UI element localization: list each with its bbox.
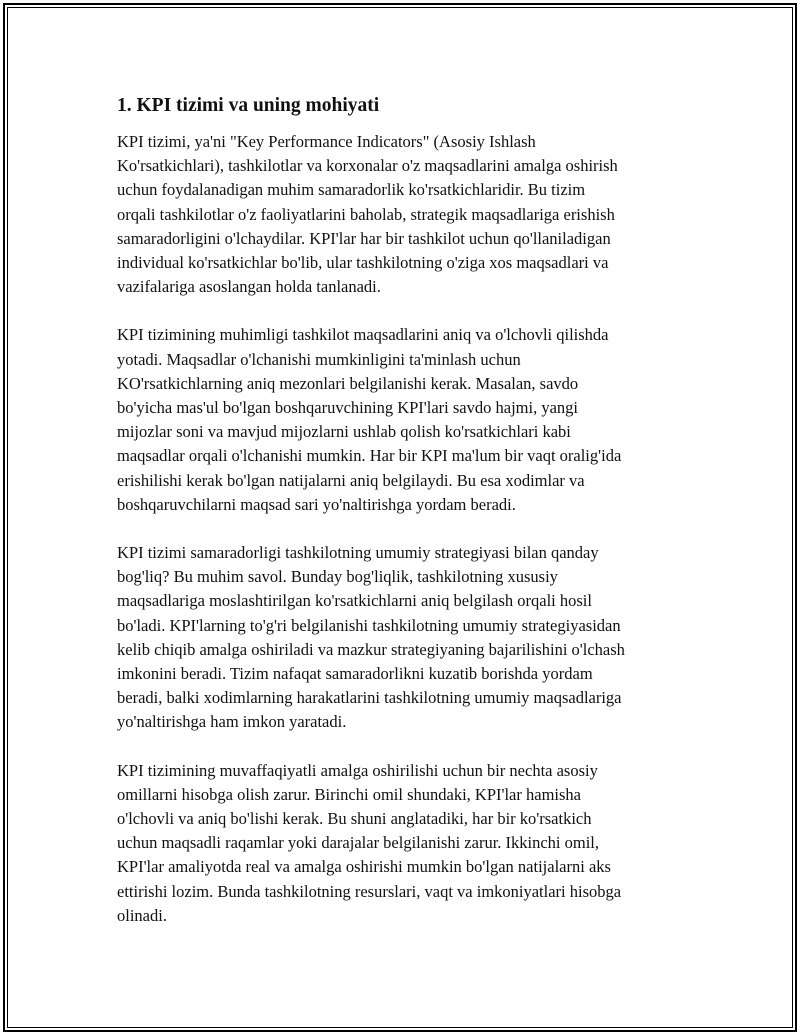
paragraph-container [117, 130, 687, 928]
paragraph-line: bo'yicha mas'ul bo'lgan boshqaruvchining KPI'lari savdo hajmi, yangi [117, 398, 578, 418]
paragraph-line: imkonini beradi. Tizim nafaqat samaradorlikni kuzatib borishda yordam [117, 664, 593, 684]
paragraph-line: kelib chiqib amalga oshiriladi va mazkur strategiyaning bajarilishini o'lchash [117, 639, 625, 659]
paragraph-line: bog'liq? Bu muhim savol. Bunday bog'liqlik, tashkilotning xususiy [117, 567, 558, 587]
paragraph-line: vazifalariga asoslangan holda tanlanadi. [117, 277, 381, 297]
paragraph-line: o'lchovli va aniq bo'lishi kerak. Bu shuni anglatadiki, har bir ko'rsatkich [117, 809, 592, 829]
paragraph-line: samaradorligini o'lchaydilar. KPI'lar har bir tashkilot uchun qo'llaniladigan [117, 228, 611, 248]
paragraph-line: KPI'lar amaliyotda real va amalga oshirishi mumkin bo'lgan natijalarni aks [117, 857, 611, 877]
paragraph-line: maqsadlariga moslashtirilgan ko'rsatkichlarni aniq belgilash orqali hosil [117, 591, 592, 611]
paragraph [117, 130, 687, 299]
paragraph-line: yo'naltirishga ham imkon yaratadi. [117, 712, 347, 732]
section-heading: 1. KPI tizimi va uning mohiyati [117, 95, 380, 116]
paragraph-line: mijozlar soni va mavjud mijozlarni ushlab qolish ko'rsatkichlari kabi [117, 422, 571, 442]
paragraph [117, 323, 687, 517]
paragraph-line: individual ko'rsatkichlar bo'lib, ular tashkilotning o'ziga xos maqsadlari va [117, 253, 609, 273]
paragraph-line: KPI tizimi samaradorligi tashkilotning umumiy strategiyasi bilan qanday [117, 543, 599, 563]
paragraph-line: uchun foydalanadigan muhim samaradorlik ko'rsatkichlaridir. Bu tizim [117, 180, 586, 200]
paragraph-line: yotadi. Maqsadlar o'lchanishi mumkinligini ta'minlash uchun [117, 349, 521, 369]
paragraph-line: ettirishi lozim. Bunda tashkilotning resurslari, vaqt va imkoniyatlari hisobga [117, 881, 622, 901]
paragraph-line: maqsadlar orqali o'lchanishi mumkin. Har bir KPI ma'lum bir vaqt oralig'ida [117, 446, 622, 466]
paragraph-line: beradi, balki xodimlarning harakatlarini tashkilotning umumiy maqsadlariga [117, 688, 622, 708]
document-body [117, 92, 687, 952]
paragraph-line: KPI tizimining muvaffaqiyatli amalga oshirilishi uchun bir nechta asosiy [117, 760, 598, 780]
paragraph-line: KPI tizimining muhimligi tashkilot maqsadlarini aniq va o'lchovli qilishda [117, 325, 609, 345]
paragraph-line: bo'ladi. KPI'larning to'g'ri belgilanishi tashkilotning umumiy strategiyasidan [117, 615, 621, 635]
paragraph-line: Ko'rsatkichlari), tashkilotlar va korxonalar o'z maqsadlarini amalga oshirish [117, 156, 618, 176]
paragraph [117, 541, 687, 735]
paragraph-line: KO'rsatkichlarning aniq mezonlari belgilanishi kerak. Masalan, savdo [117, 373, 579, 393]
paragraph-line: erishilishi kerak bo'lgan natijalarni aniq belgilaydi. Bu esa xodimlar va [117, 470, 585, 490]
paragraph-line: orqali tashkilotlar o'z faoliyatlarini baholab, strategik maqsadlariga erishish [117, 204, 615, 224]
paragraph-line: omillarni hisobga olish zarur. Birinchi omil shundaki, KPI'lar hamisha [117, 784, 581, 804]
paragraph-line: olinadi. [117, 905, 167, 925]
paragraph [117, 759, 687, 928]
paragraph-line: KPI tizimi, ya'ni "Key Performance Indicators" (Asosiy Ishlash [117, 132, 536, 151]
paragraph-line: uchun maqsadli raqamlar yoki darajalar belgilanishi zarur. Ikkinchi omil, [117, 833, 600, 853]
paragraph-line: boshqaruvchilarni maqsad sari yo'naltirishga yordam beradi. [117, 494, 516, 514]
